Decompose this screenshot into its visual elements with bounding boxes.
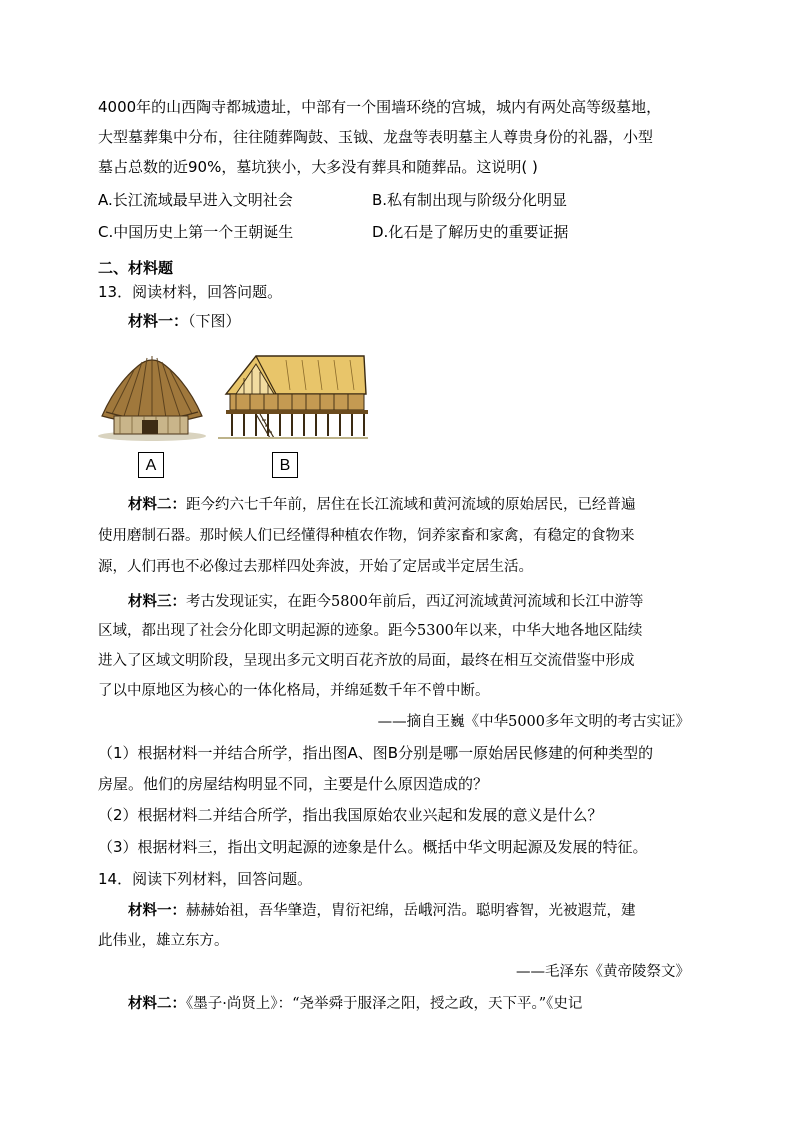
q13-stem: 13．阅读材料，回答问题。 [98,283,283,301]
q13-material-3-line-1 [128,591,643,613]
q13-material-3-line-3: 进入了区域文明阶段，呈现出多元文明百花齐放的局面，最终在相互交流借鉴中形成 [98,653,635,669]
q13-subquestion-1-line-2: 房屋。他们的房屋结构明显不同，主要是什么原因造成的？ [98,775,489,793]
q14-material-2-line-1 [128,993,582,1015]
q13-material-3-line-2: 区域，都出现了社会分化即文明起源的迹象。距今5300年以来，中华大地各地区陆续 [98,623,643,639]
q13-subquestion-3: （3）根据材料三，指出文明起源的迹象是什么。概括中华文明起源及发展的特征。 [98,838,648,856]
q14-material-1-source: ——毛泽东《黄帝陵祭文》 [516,964,690,980]
q14-material-2-text: 《墨子·尚贤上》：“尧举舜于服泽之阳，授之政，天下平。”《史记 [186,996,583,1012]
material-2-label: 材料二： [128,496,186,513]
figure-label-a: A [138,452,164,478]
stilt-house-b-illustration [216,350,368,442]
q13-material-3-line-4: 了以中原地区为核心的一体化格局，并绵延数千年不曾中断。 [98,683,490,699]
figure-label-b: B [272,452,298,478]
q14-material-1-line-2: 此伟业，雄立东方。 [98,933,229,949]
q12-stem-line-3: 墓占总数的近90%，墓坑狭小，大多没有葬具和随葬品。这说明( ) [98,158,538,176]
q13-subquestion-2: （2）根据材料二并结合所学，指出我国原始农业兴起和发展的意义是什么？ [98,806,603,824]
q12-option-b: B.私有制出现与阶级分化明显 [372,191,568,209]
hut-a-illustration [96,350,208,442]
q12-option-c: C.中国历史上第一个王朝诞生 [98,223,294,241]
q12-option-a: A.长江流域最早进入文明社会 [98,191,293,209]
q14-material-1-line-1 [128,900,636,922]
q13-material-3-source: ——摘自王巍《中华5000多年文明的考古实证》 [377,714,690,730]
section-heading: 二、材料题 [98,259,174,277]
material-2-text-1: 距今约六七千年前，居住在长江流域和黄河流域的原始居民，已经普遍 [186,497,636,513]
material-1-label: 材料一： [128,312,189,330]
q12-option-d: D.化石是了解历史的重要证据 [372,223,569,241]
q13-material-2-line-3: 源，人们再也不必像过去那样四处奔波，开始了定居或半定居生活。 [98,559,533,575]
material-3-text-1: 考古发现证实，在距今5800年前后，西辽河流域黄河流域和长江中游等 [186,594,644,610]
q12-stem-line-2: 大型墓葬集中分布，往往随葬陶鼓、玉钺、龙盘等表明墓主人尊贵身份的礼器，小型 [98,128,654,146]
q14-material-1-text-1: 赫赫始祖，吾华肇造，胄衍祀绵，岳峨河浩。聪明睿智，光被遐荒，建 [186,903,636,919]
q14-material-1-label: 材料一： [128,902,186,919]
material-1-text: （下图） [188,312,241,330]
q13-subquestion-1-line-1: （1）根据材料一并结合所学，指出图A、图B分别是哪一原始居民修建的何种类型的 [98,744,654,762]
q14-stem: 14．阅读下列材料，回答问题。 [98,870,313,888]
q13-material-1 [128,310,241,332]
q13-material-2-line-2: 使用磨制石器。那时候人们已经懂得种植农作物，饲养家畜和家禽，有稳定的食物来 [98,528,635,544]
q12-stem-line-1: 4000年的山西陶寺都城遗址，中部有一个围墙环绕的宫城，城内有两处高等级墓地， [98,98,662,116]
q14-material-2-label: 材料二： [128,995,186,1012]
q13-material-2-line-1 [128,494,636,516]
material-3-label: 材料三： [128,593,186,610]
